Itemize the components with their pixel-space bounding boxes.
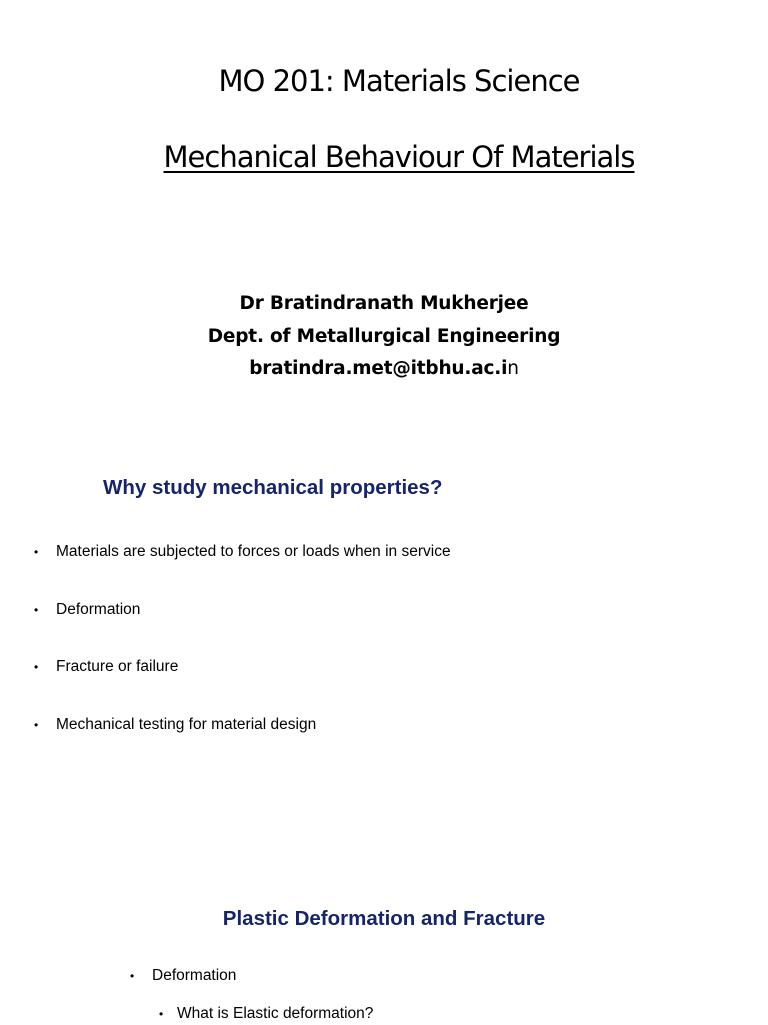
bullet-text: What is Elastic deformation?	[177, 1005, 374, 1022]
bullet-text: Materials are subjected to forces or loads when in service	[56, 543, 451, 560]
bullet-dot-icon: •	[34, 718, 39, 732]
section-heading-why-study: Why study mechanical properties?	[103, 476, 443, 499]
bullet-text: Mechanical testing for material design	[56, 716, 317, 733]
course-title: MO 201: Materials Science	[218, 64, 580, 98]
author-department: Dept. of Metallurgical Engineering	[207, 326, 561, 347]
bullet-dot-icon: •	[159, 1007, 164, 1021]
lecture-title-text: Mechanical Behaviour Of Materials	[163, 140, 635, 174]
bullet-text: Fracture or failure	[56, 658, 179, 675]
author-name: Dr Bratindranath Mukherjee	[239, 293, 529, 314]
bullet-text: Deformation	[56, 601, 141, 618]
section-heading-plastic-deformation: Plastic Deformation and Fracture	[222, 907, 546, 930]
lecture-title	[0, 136, 768, 178]
bullet-dot-icon: •	[34, 660, 39, 674]
bullet-dot-icon: •	[34, 545, 39, 559]
author-email-main: bratindra.met@itbhu.ac.i	[249, 358, 508, 379]
bullet-text: Deformation	[152, 967, 237, 984]
author-email	[0, 356, 768, 382]
bullet-dot-icon: •	[130, 969, 135, 983]
bullet-dot-icon: •	[34, 603, 39, 617]
author-email-tail: n	[507, 358, 519, 379]
